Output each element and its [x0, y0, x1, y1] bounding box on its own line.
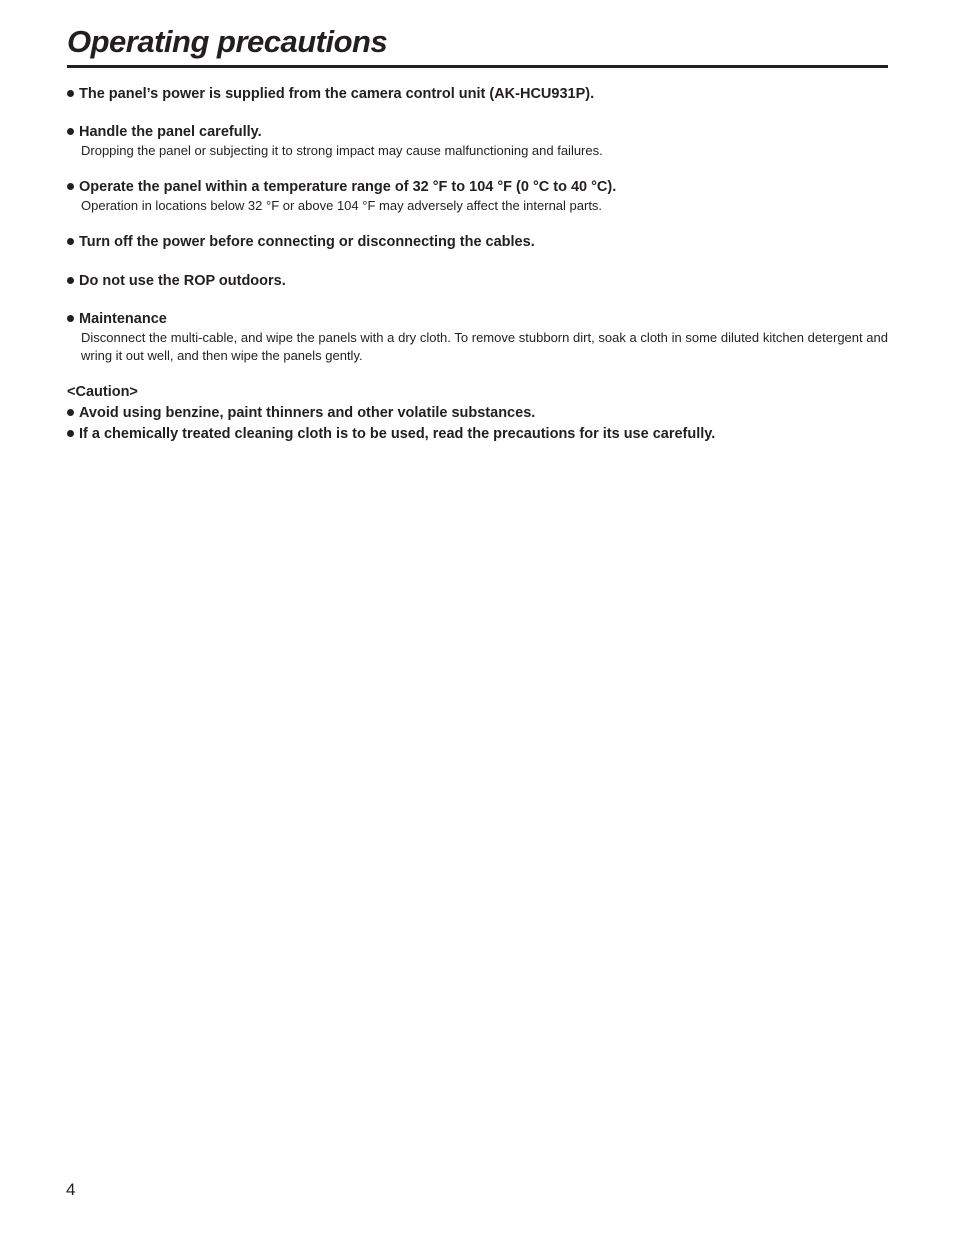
precaution-heading: The panel’s power is supplied from the camera control unit (AK-HCU931P).	[79, 86, 595, 102]
precaution-description: Operation in locations below 32 °F or above 104 °F may adversely affect the internal parts.	[81, 198, 603, 213]
bullet-icon	[67, 128, 74, 135]
precaution-item-power	[67, 85, 888, 104]
bullet-icon	[67, 238, 74, 245]
precaution-heading: Maintenance	[79, 311, 167, 327]
caution-item	[67, 404, 888, 423]
bullet-icon	[67, 183, 74, 190]
caution-item	[67, 425, 888, 444]
precaution-description: Disconnect the multi-cable, and wipe the panels with a dry cloth. To remove stubborn dirt, soak a cloth in some diluted kitchen detergent and wring it out well, and then wipe the panels gently.	[81, 330, 888, 363]
precaution-heading: Do not use the ROP outdoors.	[79, 273, 286, 289]
precaution-item-maintenance	[67, 310, 888, 364]
precaution-item-handling	[67, 123, 888, 160]
precaution-heading: Operate the panel within a temperature range of 32 °F to 104 °F (0 °C to 40 °C).	[79, 179, 617, 195]
title-divider	[67, 65, 888, 68]
precaution-heading: Handle the panel carefully.	[79, 124, 262, 140]
bullet-icon	[67, 315, 74, 322]
caution-text: Avoid using benzine, paint thinners and other volatile substances.	[79, 405, 536, 421]
caution-text: If a chemically treated cleaning cloth is to be used, read the precautions for its use carefully.	[79, 426, 716, 442]
page-title: Operating precautions	[67, 24, 388, 59]
bullet-icon	[67, 430, 74, 437]
caution-label: <Caution>	[67, 384, 138, 400]
bullet-icon	[67, 409, 74, 416]
bullet-icon	[67, 90, 74, 97]
precaution-item-cables	[67, 233, 888, 252]
precaution-heading: Turn off the power before connecting or disconnecting the cables.	[79, 234, 535, 250]
bullet-icon	[67, 277, 74, 284]
precaution-item-outdoors	[67, 272, 888, 291]
precaution-item-temperature	[67, 178, 888, 215]
precaution-description: Dropping the panel or subjecting it to strong impact may cause malfunctioning and failures.	[81, 143, 603, 158]
page-number: 4	[66, 1180, 76, 1199]
